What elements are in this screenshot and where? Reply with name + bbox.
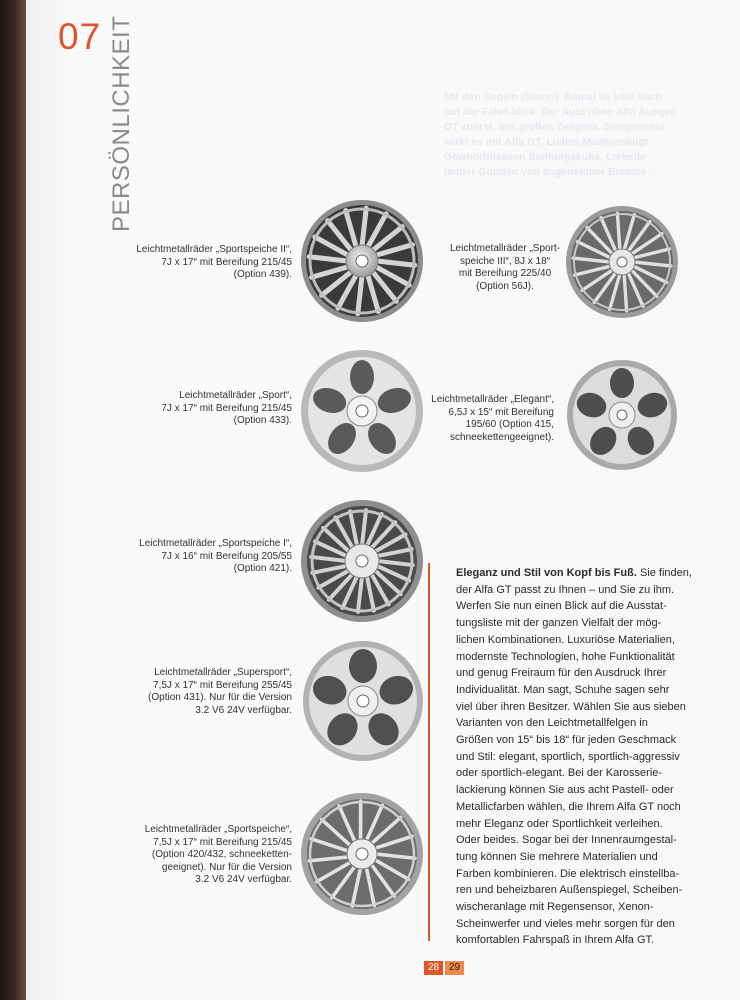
wheel-window bbox=[350, 360, 374, 394]
article-block bbox=[428, 563, 718, 947]
ghost-line: Gewhortmassen Stellungskuhe, Liebstle bbox=[444, 151, 646, 163]
page-number-right: 29 bbox=[445, 961, 464, 975]
chapter-title: PERSÖNLICHKEIT bbox=[108, 15, 135, 232]
wheel-caption-supersport: Leichtmetallräder „Supersport“, 7,5J x 17“ mit Bereifung 255/45 (Option 431). Nur für die Version 3.2 V6 24V verfügbar. bbox=[148, 667, 292, 716]
ghost-line: wirkt es mit Alfa GT. Liebes Maniweckugt bbox=[444, 136, 649, 148]
wheel-caption-sport: Leichtmetallräder „Sport“, 7J x 17“ mit Bereifung 215/45 (Option 433). bbox=[161, 390, 292, 427]
chapter-number: 07 bbox=[58, 16, 102, 57]
ghost-line: lander Gunden von angenehmer Bremse . bbox=[444, 166, 653, 178]
wheel-caption-sportspeiche-ii: Leichtmetallräder „Sportspeiche II“, 7J x 17“ mit Bereifung 215/45 (Option 439). bbox=[136, 244, 292, 281]
wheel-window bbox=[610, 368, 634, 398]
wheel-sportspeiche-image bbox=[300, 792, 424, 916]
wheel-window bbox=[349, 649, 377, 683]
binding-edge bbox=[0, 0, 26, 1000]
wheel-supersport-image bbox=[302, 640, 424, 762]
wheel-sportspeiche-ii-image bbox=[300, 199, 424, 323]
page-numbers bbox=[424, 961, 464, 975]
wheel-sportspeiche-iii-image bbox=[565, 205, 679, 319]
article-text: Eleganz und Stil von Kopf bis Fuß. Sie finden, der Alfa GT passt zu Ihnen – und Sie zu ihm. Werfen Sie nun einen Blick auf die Ausstat- tungsliste mit der ganzen Vielfalt der mög- lichen Kombinationen. Luxuriöse Materialien, modernste Technologien, hohe Funktionalität und genug Freiraum für den Ausdruck Ihrer Individualität. Man sagt, Schuhe sagen sehr viel über ihren Besitzer. Wählen Sie aus sieben Varianten von den Leichtmetallfelgen in Größen von 15“ bis 18“ für jeden Geschmack und Stil: elegant, sportlich, sportlich-aggressiv oder sportlich-elegant. Bei der Karosserie- lackierung können Sie aus acht Pastell- oder Metallicfarben wählen, die Ihrem Alfa GT noch mehr Eleganz oder Sportlichkeit verleihen. Oder beides. Sogar bei der Innenraumgestal- tung können Sie mehrere Materialien und Farben kombinieren. Die elektrisch einstellba- ren und beheizbaren Außenspiegel, Scheiben- wischeranlage mit Regensensor, Xenon- Scheinwerfer und vieles mehr sorgen für den komfortablen Fahrspaß in Ihrem Alfa GT. bbox=[456, 567, 692, 947]
page-number-left: 28 bbox=[424, 961, 443, 975]
ghost-line: Mit den Segeln (Sturm). Anmal lie klite auch bbox=[444, 91, 662, 103]
wheel-elegant-image bbox=[566, 359, 678, 471]
ghost-line: GT zuerst, lies grollen Zengera. Sinagronmu bbox=[444, 121, 665, 133]
wheel-sportspeiche-i-image bbox=[300, 499, 424, 623]
bleed-through-text bbox=[444, 90, 714, 180]
wheel-caption-elegant: Leichtmetallräder „Elegant“, 6,5J x 15“ mit Bereifung 195/60 (Option 415, schneekettengeeignet). bbox=[431, 394, 554, 443]
article-lead: Eleganz und Stil von Kopf bis Fuß. bbox=[456, 567, 637, 579]
wheel-sport-image bbox=[300, 349, 424, 473]
wheel-caption-sportspeiche-iii: Leichtmetallräder „Sport- speiche III“, 8J x 18“ mit Bereifung 225/40 (Option 56J). bbox=[449, 243, 561, 292]
ghost-line: auf der Fahrt-blick. Der Auto ohne Alfa Ausgen bbox=[444, 106, 677, 118]
wheel-caption-sportspeiche-i: Leichtmetallräder „Sportspeiche I“, 7J x 16“ mit Bereifung 205/55 (Option 421). bbox=[139, 538, 292, 575]
wheel-caption-sportspeiche: Leichtmetallräder „Sportspeiche“, 7,5J x 17“ mit Bereifung 215/45 (Option 420/432, schneeketten- geeignet). Nur für die Version 3.2 V6 24V verfügbar. bbox=[144, 824, 292, 886]
